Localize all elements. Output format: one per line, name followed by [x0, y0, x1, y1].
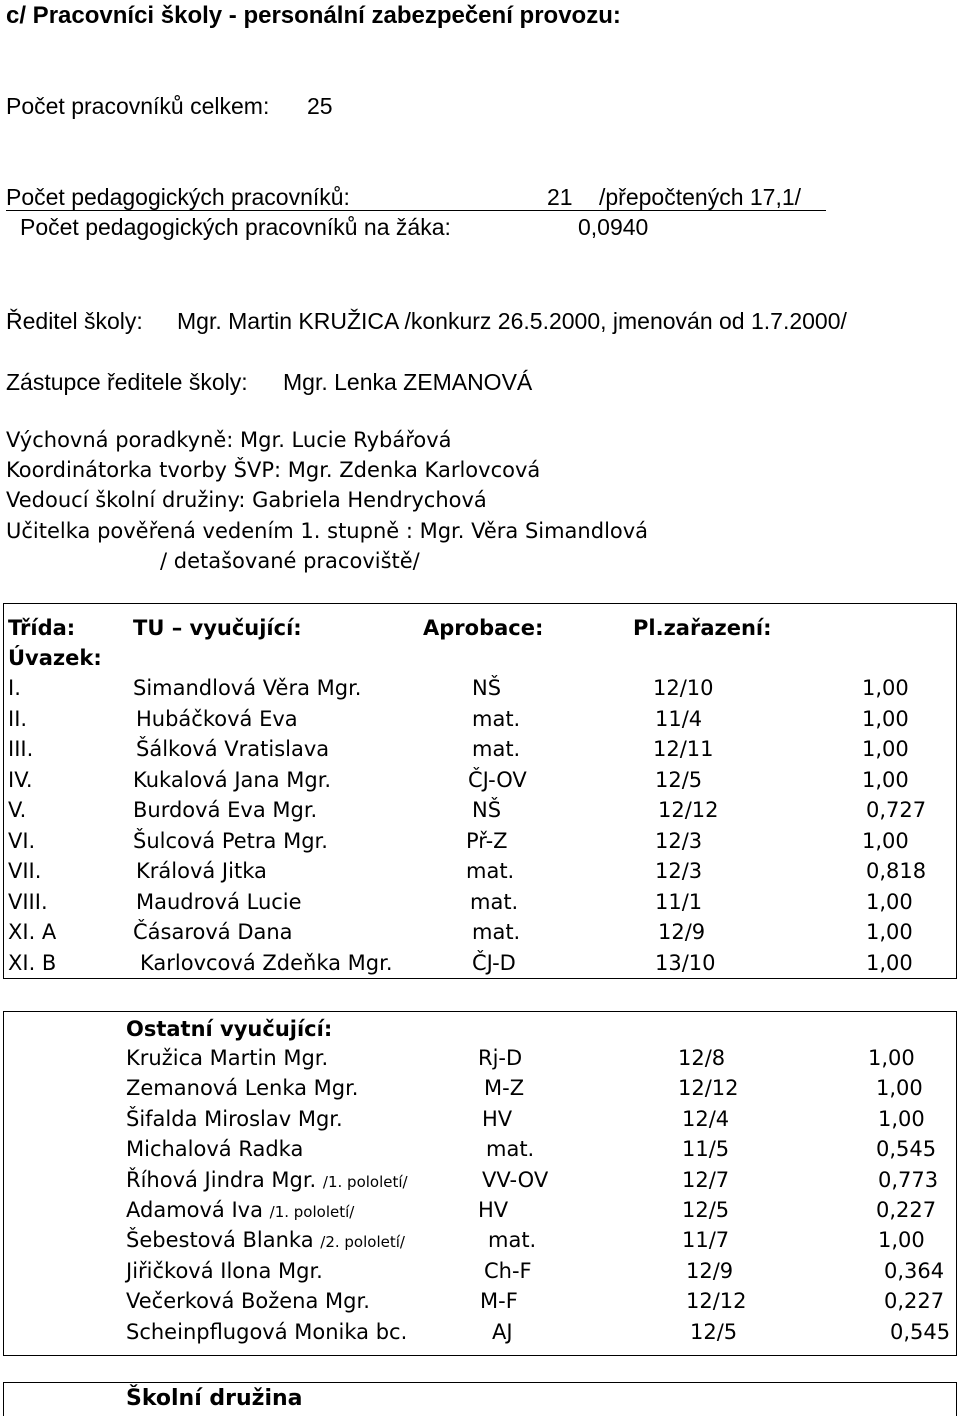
class-cell: I.: [8, 676, 21, 700]
pl-cell: 12/5: [655, 768, 703, 792]
aprobace-cell: M-Z: [484, 1076, 525, 1100]
uvazek-cell: 0,227: [876, 1198, 937, 1222]
teacher-name: Šebestová Blanka: [126, 1228, 314, 1252]
pl-cell: 12/8: [678, 1046, 726, 1070]
uvazek-cell: 0,773: [878, 1168, 939, 1192]
pl-cell: 12/9: [686, 1259, 734, 1283]
teacher-cell: Burdová Eva Mgr.: [133, 798, 318, 822]
class-cell: IV.: [8, 768, 33, 792]
pl-cell: 12/7: [682, 1168, 730, 1192]
pl-cell: 11/1: [655, 890, 703, 914]
name-cell: [126, 1320, 407, 1344]
teacher-cell: Kukalová Jana Mgr.: [133, 768, 332, 792]
pl-cell: 12/9: [658, 920, 706, 944]
aprobace-cell: Ch-F: [484, 1259, 532, 1283]
uvazek-cell: 0,545: [876, 1137, 937, 1161]
pl-cell: 12/4: [682, 1107, 730, 1131]
aprobace-cell: ČJ-D: [472, 951, 516, 975]
uvazek-cell: 0,545: [890, 1320, 951, 1344]
aprobace-cell: AJ: [492, 1320, 513, 1344]
aprobace-cell: Př-Z: [466, 829, 508, 853]
class-cell: VII.: [8, 859, 42, 883]
pl-cell: 12/12: [686, 1289, 747, 1313]
pl-cell: 13/10: [655, 951, 716, 975]
aprobace-cell: M-F: [480, 1289, 518, 1313]
name-cell: [126, 1168, 408, 1192]
uvazek-cell: 1,00: [862, 737, 909, 761]
pl-cell: 12/12: [678, 1076, 739, 1100]
uvazek-cell: 1,00: [878, 1107, 925, 1131]
header-aprobace: Aprobace:: [423, 616, 544, 640]
name-cell: [126, 1076, 359, 1100]
teacher-cell: Maudrová Lucie: [136, 890, 302, 914]
name-cell: [126, 1107, 343, 1131]
class-cell: III.: [8, 737, 34, 761]
pl-cell: 12/3: [655, 829, 703, 853]
teacher-cell: Šulcová Petra Mgr.: [133, 829, 328, 853]
uvazek-cell: 1,00: [862, 768, 909, 792]
uvazek-cell: 0,227: [884, 1289, 945, 1313]
pl-cell: 12/5: [682, 1198, 730, 1222]
uvazek-cell: 0,818: [866, 859, 927, 883]
aprobace-cell: NŠ: [472, 676, 502, 700]
teacher-name: Scheinpflugová Monika bc.: [126, 1320, 408, 1344]
header-uvazek: Úvazek:: [8, 646, 102, 670]
ped-underline: [6, 210, 826, 211]
name-cell: [126, 1259, 323, 1283]
teacher-cell: Čásarová Dana: [133, 920, 293, 944]
pl-cell: 12/3: [655, 859, 703, 883]
uvazek-cell: 1,00: [866, 920, 913, 944]
class-cell: XI. B: [8, 951, 57, 975]
pl-cell: 12/12: [658, 798, 719, 822]
teacher-name: Jiřičková Ilona Mgr.: [126, 1259, 323, 1283]
aprobace-cell: mat.: [470, 890, 519, 914]
teacher-name: Kružica Martin Mgr.: [126, 1046, 329, 1070]
name-cell: [126, 1289, 370, 1313]
uvazek-cell: 0,727: [866, 798, 927, 822]
aprobace-cell: Rj-D: [478, 1046, 523, 1070]
ped-per-pupil-value: 0,0940: [578, 214, 649, 240]
pl-cell: 11/5: [682, 1137, 730, 1161]
pl-cell: 12/10: [653, 676, 714, 700]
header-tu: TU – vyučující:: [133, 616, 302, 640]
staff-line: Učitelka pověřená vedením 1. stupně : Mgr. Věra Simandlová: [6, 519, 649, 543]
aprobace-cell: VV-OV: [482, 1168, 549, 1192]
name-cell: [126, 1198, 354, 1222]
teacher-name: Šifalda Miroslav Mgr.: [126, 1107, 343, 1131]
aprobace-cell: HV: [482, 1107, 513, 1131]
staff-note: / detašované pracoviště/: [160, 549, 420, 573]
ped-per-pupil-label: Počet pedagogických pracovníků na žáka:: [20, 214, 451, 240]
staff-line: Výchovná poradkyně: Mgr. Lucie Rybářová: [6, 428, 452, 452]
teacher-cell: Šálková Vratislava: [136, 737, 330, 761]
staff-line: Koordinátorka tvorby ŠVP: Mgr. Zdenka Karlovcová: [6, 458, 541, 482]
header-plzarazeni: Pl.zařazení:: [633, 616, 772, 640]
total-staff-label: Počet pracovníků celkem:: [6, 93, 270, 119]
uvazek-cell: 1,00: [876, 1076, 923, 1100]
name-cell: [126, 1137, 303, 1161]
teacher-name: Říhová Jindra Mgr.: [126, 1168, 317, 1192]
uvazek-cell: 1,00: [866, 890, 913, 914]
teacher-name: Michalová Radka: [126, 1137, 304, 1161]
pl-cell: 12/11: [653, 737, 714, 761]
aprobace-cell: mat.: [466, 859, 515, 883]
aprobace-cell: mat.: [472, 920, 521, 944]
class-cell: VI.: [8, 829, 36, 853]
class-cell: V.: [8, 798, 27, 822]
uvazek-cell: 1,00: [862, 707, 909, 731]
teacher-name: Večerková Božena Mgr.: [126, 1289, 370, 1313]
class-cell: II.: [8, 707, 28, 731]
class-cell: XI. A: [8, 920, 57, 944]
aprobace-cell: ČJ-OV: [468, 768, 527, 792]
page-title: c/ Pracovníci školy - personální zabezpečení provozu:: [6, 2, 621, 29]
teacher-cell: Králová Jitka: [136, 859, 267, 883]
aprobace-cell: HV: [478, 1198, 509, 1222]
teacher-cell: Karlovcová Zdeňka Mgr.: [140, 951, 393, 975]
others-heading: Ostatní vyučující:: [126, 1017, 333, 1041]
header-trida: Třída:: [8, 616, 76, 640]
director-label: Ředitel školy:: [6, 308, 143, 334]
ped-staff-value: 21: [547, 184, 573, 210]
uvazek-cell: 1,00: [868, 1046, 915, 1070]
name-cell: [126, 1046, 328, 1070]
deputy-value: Mgr. Lenka ZEMANOVÁ: [283, 369, 533, 395]
druzina-heading: Školní družina: [126, 1386, 303, 1411]
total-staff-value: 25: [307, 93, 333, 119]
semester-note: /2. pololetí/: [320, 1233, 405, 1251]
ped-staff-note: /přepočtených 17,1/: [599, 184, 802, 210]
aprobace-cell: mat.: [472, 707, 521, 731]
aprobace-cell: mat.: [472, 737, 521, 761]
pl-cell: 12/5: [690, 1320, 738, 1344]
teacher-cell: Simandlová Věra Mgr.: [133, 676, 362, 700]
semester-note: /1. pololetí/: [322, 1173, 408, 1191]
uvazek-cell: 1,00: [862, 829, 909, 853]
ped-staff-label: Počet pedagogických pracovníků:: [6, 184, 350, 210]
teacher-name: Adamová Iva: [126, 1198, 263, 1222]
aprobace-cell: mat.: [488, 1228, 537, 1252]
aprobace-cell: mat.: [486, 1137, 535, 1161]
aprobace-cell: NŠ: [472, 798, 502, 822]
uvazek-cell: 1,00: [878, 1228, 925, 1252]
class-cell: VIII.: [8, 890, 48, 914]
uvazek-cell: 1,00: [866, 951, 913, 975]
uvazek-cell: 1,00: [862, 676, 909, 700]
teacher-name: Zemanová Lenka Mgr.: [126, 1076, 359, 1100]
semester-note: /1. pololetí/: [269, 1203, 355, 1221]
name-cell: [126, 1228, 405, 1252]
staff-line: Vedoucí školní družiny: Gabriela Hendrychová: [6, 488, 487, 512]
uvazek-cell: 0,364: [884, 1259, 945, 1283]
teacher-cell: Hubáčková Eva: [136, 707, 298, 731]
pl-cell: 11/4: [655, 707, 703, 731]
pl-cell: 11/7: [682, 1228, 730, 1252]
deputy-label: Zástupce ředitele školy:: [6, 369, 248, 395]
director-value: Mgr. Martin KRUŽICA /konkurz 26.5.2000, jmenován od 1.7.2000/: [177, 308, 847, 334]
